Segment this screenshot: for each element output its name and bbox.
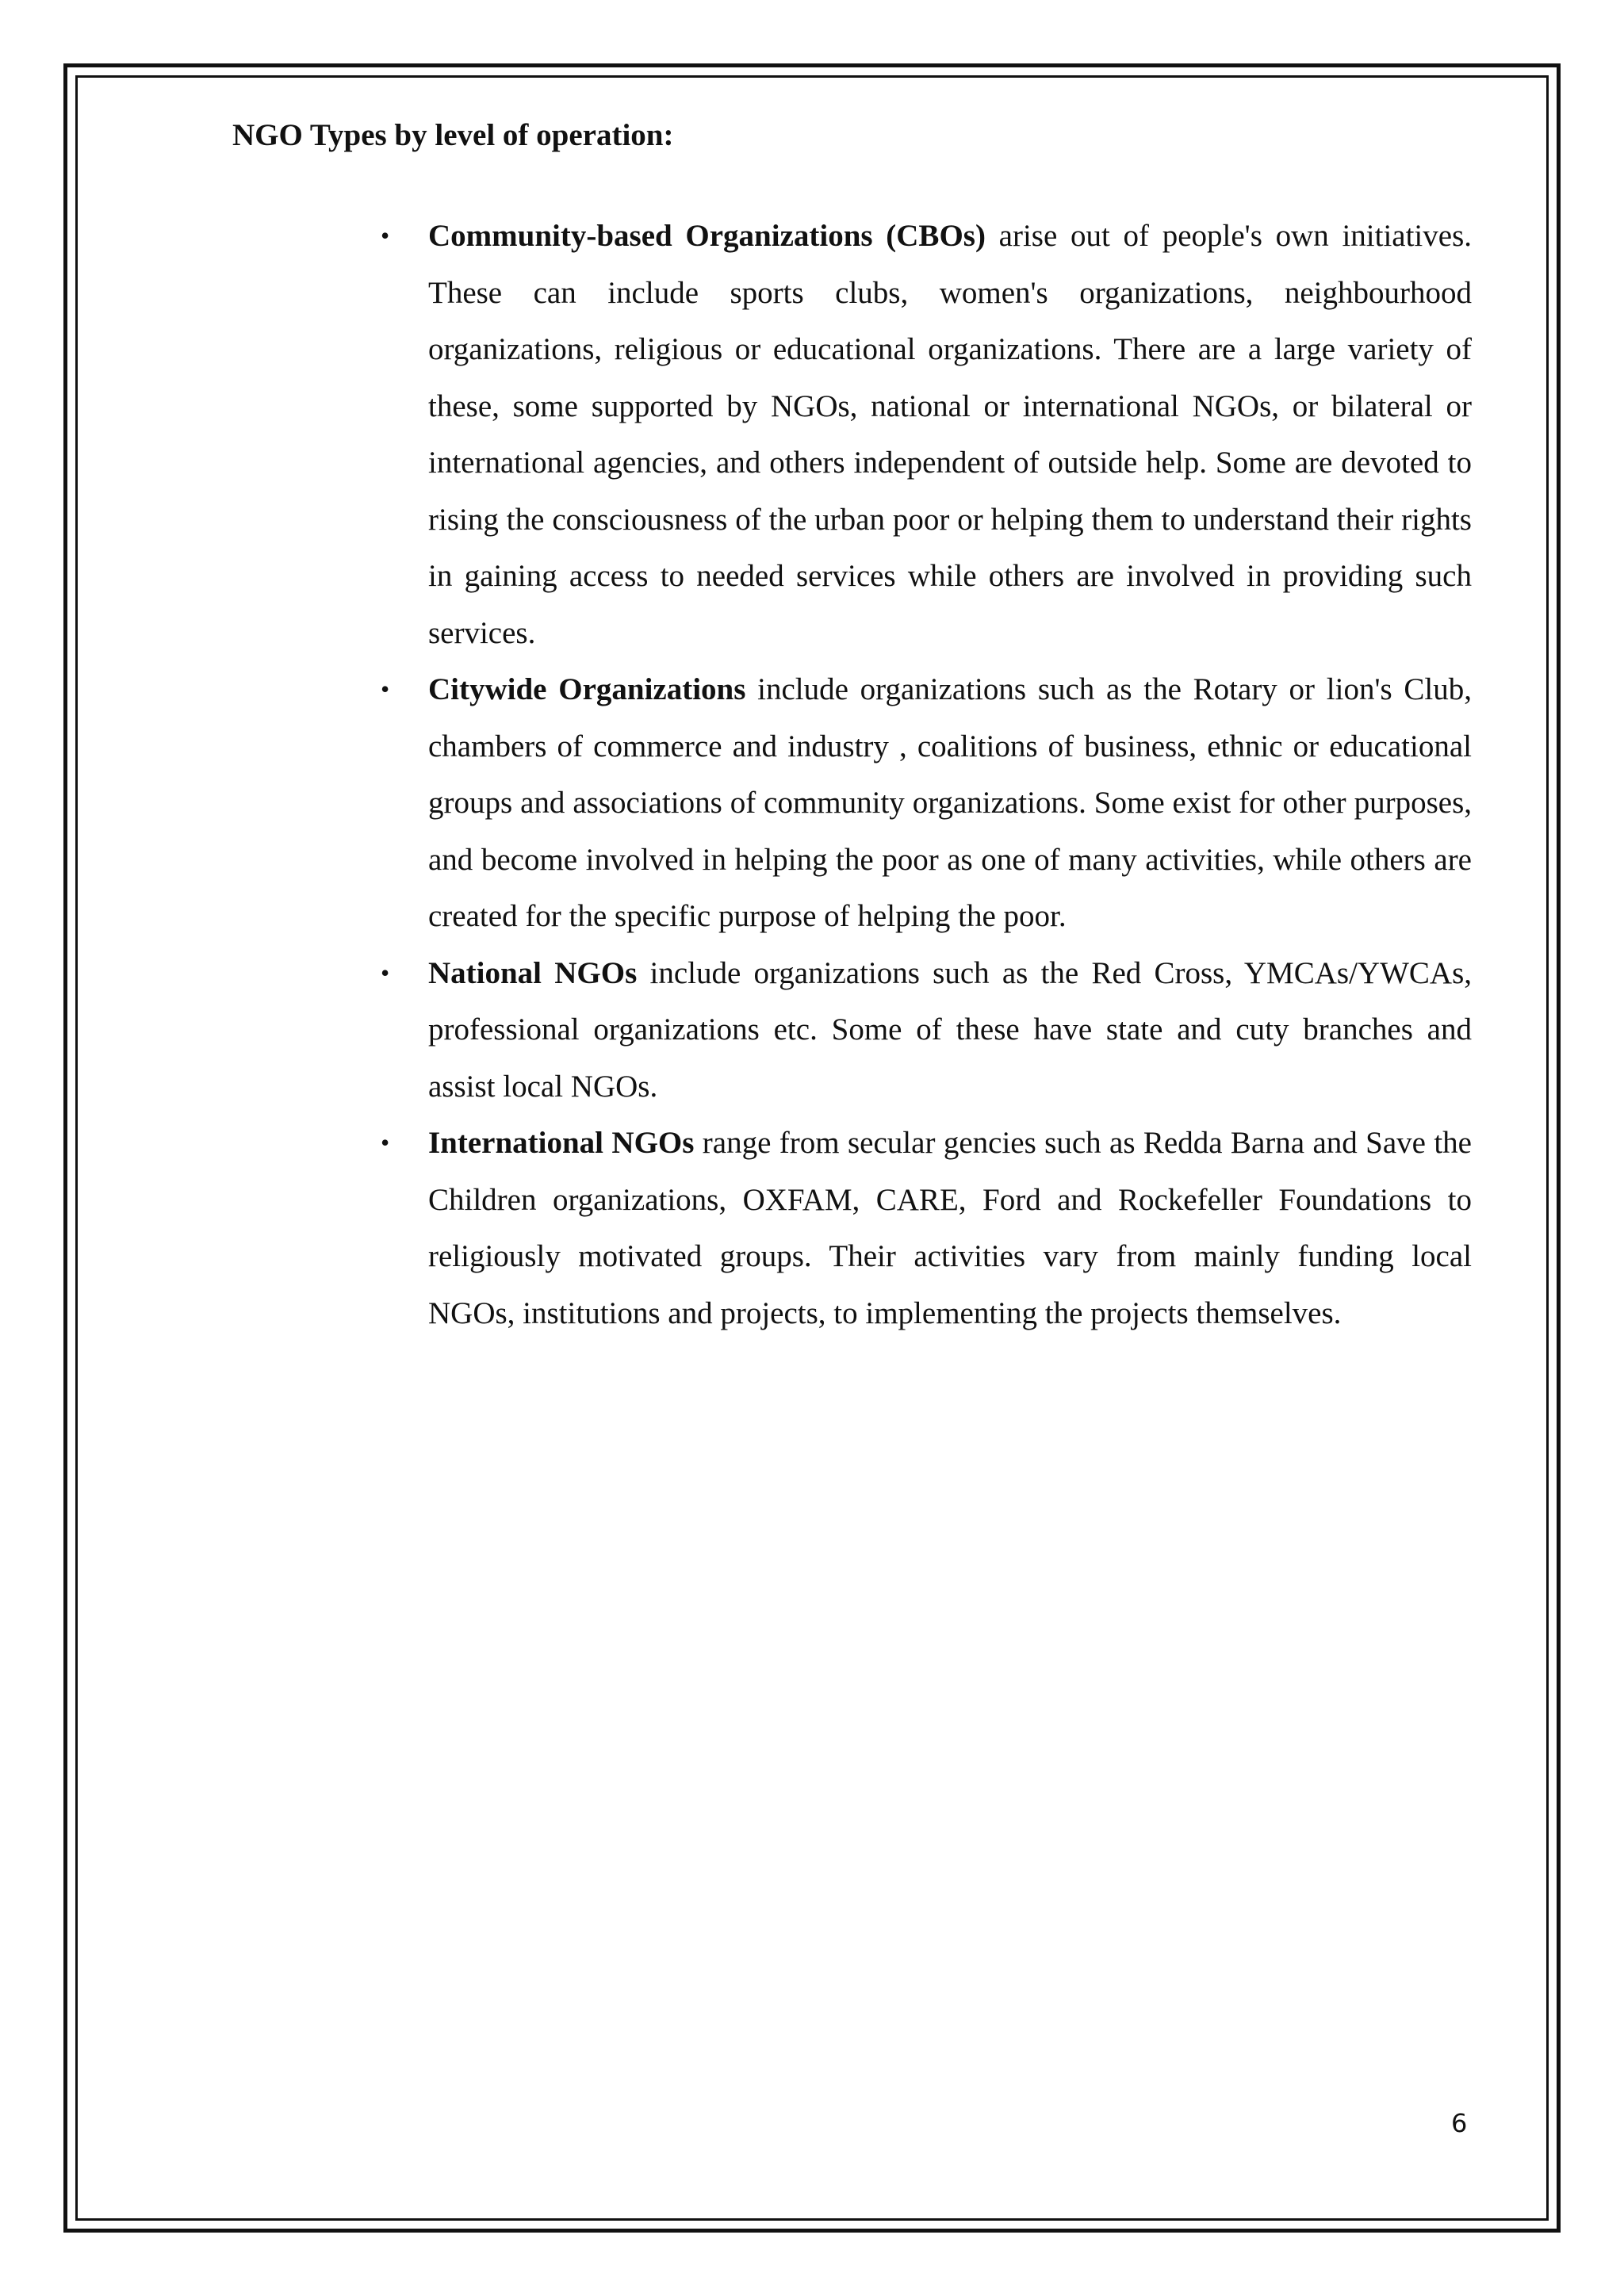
item-term: International NGOs: [428, 1126, 695, 1160]
list-item-cbos: [381, 208, 1472, 661]
list-item-national: [381, 945, 1472, 1115]
item-description: range from secular gencies such as Redda Barna and Save the Children organizations, OXFAM, CARE, Ford and Rockefeller Foundations to religiously motivated groups. Their activities vary from mainly funding local NGOs, institutions and projects, to implementing the projects themselves.: [428, 1126, 1472, 1330]
page-number: 6: [1451, 2108, 1468, 2138]
bullet-icon: •: [381, 221, 390, 250]
ngo-types-list: [381, 208, 1472, 1341]
section-heading: NGO Types by level of operation:: [232, 118, 674, 152]
list-item-citywide: [381, 661, 1472, 945]
item-description: include organizations such as the Red Cross, YMCAs/YWCAs, professional organizations etc. Some of these have state and cuty branches and assist local NGOs.: [428, 955, 1472, 1104]
bullet-icon: •: [381, 675, 390, 703]
list-item-international: [381, 1115, 1472, 1341]
bullet-icon: •: [381, 1128, 390, 1157]
item-description: include organizations such as the Rotary or lion's Club, chambers of commerce and industry , coalitions of business, ethnic or educational groups and associations of community organizations. Some exist for other purposes, and become involved in helping the poor as one of many activities, while others are created for the specific purpose of helping the poor.: [428, 672, 1472, 933]
bullet-icon: •: [381, 958, 390, 987]
item-term: Community-based Organizations (CBOs): [428, 219, 986, 253]
item-term: Citywide Organizations: [428, 672, 746, 706]
item-description: arise out of people's own initiatives. These can include sports clubs, women's organizations, neighbourhood organizations, religious or educational organizations. There are a large variety of these, some supported by NGOs, national or international NGOs, or bilateral or international agencies, and others independent of outside help. Some are devoted to rising the consciousness of the urban poor or helping them to understand their rights in gaining access to needed services while others are involved in providing such services.: [428, 219, 1472, 650]
item-term: National NGOs: [428, 955, 638, 990]
